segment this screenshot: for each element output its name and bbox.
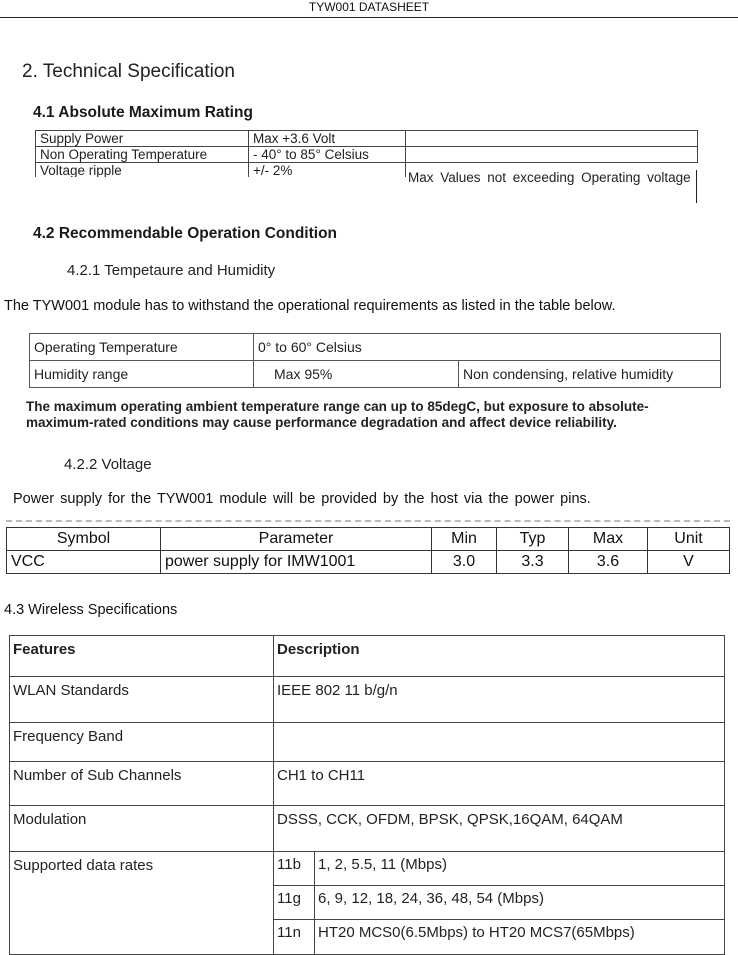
table-cell: +/- 2%: [249, 163, 406, 178]
table-cell: Number of Sub Channels: [10, 762, 274, 806]
temperature-note: The maximum operating ambient temperature range can up to 85degC, but exposure to absolute-maximum-rated conditions may cause performance degradation and affect device reliability.: [26, 399, 649, 430]
table-cell: Operating Temperature: [30, 334, 254, 361]
page-header: [0, 0, 738, 18]
table-cell: 11g: [274, 886, 315, 920]
table-cell: DSSS, CCK, OFDM, BPSK, QPSK,16QAM, 64QAM: [274, 806, 725, 852]
table-cell: Supply Power: [36, 131, 249, 147]
section-4-2-2-title: 4.2.2 Voltage: [64, 456, 152, 473]
table-row: [36, 147, 698, 163]
table-row: [10, 723, 725, 762]
table-cell: 3.6: [569, 551, 648, 574]
table-cell: Humidity range: [30, 361, 254, 388]
table-header-cell: Features: [10, 636, 274, 677]
table-header-cell: Symbol: [7, 528, 161, 551]
table-cell: power supply for IMW1001: [161, 551, 432, 574]
table-cell: 11n: [274, 920, 315, 955]
table-cell: Non Operating Temperature: [36, 147, 249, 163]
table-cell: Voltage ripple: [36, 163, 249, 178]
table-cell: Frequency Band: [10, 723, 274, 762]
table-row: [10, 762, 725, 806]
wireless-spec-table: [9, 635, 725, 955]
table-cell: 6, 9, 12, 18, 24, 36, 48, 54 (Mbps): [315, 886, 725, 920]
table-cell: 11b: [274, 852, 315, 886]
table-cell: WLAN Standards: [10, 677, 274, 723]
table-cell: Non condensing, relative humidity: [459, 361, 721, 388]
table-cell: Max 95%: [254, 361, 459, 388]
table-row: [10, 677, 725, 723]
voltage-intro-text: Power supply for the TYW001 module will be provided by the host via the power pins.: [13, 491, 591, 507]
table-cell: 0° to 60° Celsius: [254, 334, 721, 361]
table-header-cell: Description: [274, 636, 725, 677]
section-4-2-title: 4.2 Recommendable Operation Condition: [33, 225, 338, 242]
table-cell: 3.0: [432, 551, 497, 574]
table-cell: CH1 to CH11: [274, 762, 725, 806]
clipped-text-fragment: [6, 520, 730, 524]
table-header-cell: Typ: [497, 528, 569, 551]
table-cell: - 40° to 85° Celsius: [249, 147, 406, 163]
table-cell: IEEE 802 11 b/g/n: [274, 677, 725, 723]
humidity-intro-text: The TYW001 module has to withstand the operational requirements as listed in the table below.: [4, 298, 616, 314]
table-header-row: [10, 636, 725, 677]
table-cell: VCC: [7, 551, 161, 574]
table-cell: [406, 147, 698, 163]
table-row: [30, 361, 721, 388]
environment-table: [29, 333, 721, 388]
table-cell: Modulation: [10, 806, 274, 852]
table-row: [7, 551, 730, 574]
table-cell: 3.3: [497, 551, 569, 574]
section-2-title: 2. Technical Specification: [22, 61, 235, 82]
section-4-3-title: 4.3 Wireless Specifications: [4, 602, 178, 618]
section-4-2-1-title: 4.2.1 Tempetaure and Humidity: [67, 262, 276, 279]
table-header-cell: Max: [569, 528, 648, 551]
section-4-1-title: 4.1 Absolute Maximum Rating: [33, 104, 253, 121]
table-cell: [274, 723, 725, 762]
table-row: [10, 852, 725, 886]
header-title: TYW001 DATASHEET: [308, 0, 430, 14]
table-header-cell: Min: [432, 528, 497, 551]
table-header-row: [7, 528, 730, 551]
table-cell: [406, 131, 698, 147]
table-cell: V: [648, 551, 730, 574]
table-row: [30, 334, 721, 361]
table-cell: HT20 MCS0(6.5Mbps) to HT20 MCS7(65Mbps): [315, 920, 725, 955]
table-row: [36, 131, 698, 147]
voltage-table: [6, 527, 730, 574]
table-header-cell: Parameter: [161, 528, 432, 551]
table-row: [10, 806, 725, 852]
voltage-ripple-note: Max Values not exceeding Operating voltage: [408, 168, 693, 185]
table-cell: Max +3.6 Volt: [249, 131, 406, 147]
table-cell: Supported data rates: [10, 852, 274, 955]
table-cell: 1, 2, 5.5, 11 (Mbps): [315, 852, 725, 886]
table-header-cell: Unit: [648, 528, 730, 551]
table-border-fragment: [696, 170, 697, 203]
